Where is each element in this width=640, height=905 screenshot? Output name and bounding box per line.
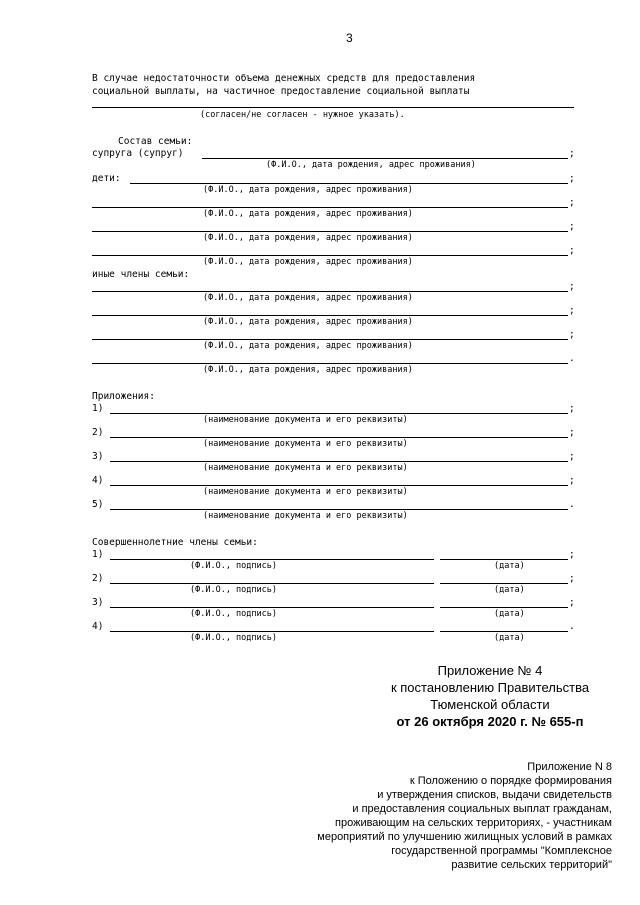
- adult-4-date-input-line[interactable]: [440, 631, 568, 632]
- child-3-input-line[interactable]: [92, 231, 568, 232]
- attachment-3-caption: (наименование документа и его реквизиты): [203, 463, 408, 473]
- consent-caption: (согласен/не согласен - нужное указать).: [200, 110, 405, 120]
- appendix4-block: [360, 662, 620, 730]
- other-4-input-line[interactable]: [92, 363, 568, 364]
- attachment-3-input-line[interactable]: [110, 461, 568, 462]
- other-3-end-mark: ;: [569, 329, 575, 340]
- child-3-caption: (Ф.И.О., дата рождения, адрес проживания): [203, 233, 413, 243]
- appendix8-line-2: и утверждения списков, выдачи свидетельств: [377, 789, 612, 801]
- appendix8-line-1: к Положению о порядке формирования: [409, 775, 612, 787]
- attachment-3-end-mark: ;: [569, 451, 575, 462]
- appendix8-line-6: государственной программы "Комплексное: [391, 845, 612, 857]
- appendix4-line-2: к постановлению Правительства: [390, 680, 590, 695]
- adult-3-end-mark: ;: [569, 597, 575, 608]
- appendix8-title: Приложение N 8: [527, 761, 612, 773]
- adult-2-date-input-line[interactable]: [440, 583, 568, 584]
- adult-4-name-caption: (Ф.И.О., подпись): [190, 633, 277, 643]
- adult-2-date-caption: (дата): [494, 585, 525, 595]
- other-1-end-mark: ;: [569, 281, 575, 292]
- intro-line-2: социальной выплаты, на частичное предоставление социальной выплаты: [92, 86, 470, 97]
- other-2-end-mark: ;: [569, 305, 575, 316]
- spouse-input-line[interactable]: [202, 158, 568, 159]
- spouse-end-mark: ;: [569, 148, 575, 159]
- child-2-input-line[interactable]: [92, 207, 568, 208]
- spouse-caption: (Ф.И.О., дата рождения, адрес проживания): [266, 160, 476, 170]
- child-2-caption: (Ф.И.О., дата рождения, адрес проживания): [203, 209, 413, 219]
- child-4-input-line[interactable]: [92, 255, 568, 256]
- attachment-2-end-mark: ;: [569, 427, 575, 438]
- appendix8-line-4: проживающим на сельских территориях, - участникам: [335, 817, 612, 829]
- adult-1-name-caption: (Ф.И.О., подпись): [190, 561, 277, 571]
- appendix8-line-3: и предоставления социальных выплат гражданам,: [352, 803, 612, 815]
- attachment-1-number: 1): [92, 403, 104, 414]
- other-1-caption: (Ф.И.О., дата рождения, адрес проживания): [203, 293, 413, 303]
- adult-3-name-caption: (Ф.И.О., подпись): [190, 609, 277, 619]
- attachment-2-number: 2): [92, 427, 104, 438]
- other-2-input-line[interactable]: [92, 315, 568, 316]
- attachment-1-end-mark: ;: [569, 403, 575, 414]
- attachment-4-caption: (наименование документа и его реквизиты): [203, 487, 408, 497]
- attachment-1-input-line[interactable]: [110, 413, 568, 414]
- other-2-caption: (Ф.И.О., дата рождения, адрес проживания): [203, 317, 413, 327]
- adult-2-end-mark: ;: [569, 573, 575, 584]
- other-4-end-mark: .: [569, 353, 575, 364]
- children-label: дети:: [92, 173, 121, 184]
- adult-4-date-caption: (дата): [494, 633, 525, 643]
- other-4-caption: (Ф.И.О., дата рождения, адрес проживания): [203, 365, 413, 375]
- appendix8-line-5: мероприятий по улучшению жилищных условий в рамках: [317, 831, 612, 843]
- attachment-2-caption: (наименование документа и его реквизиты): [203, 439, 408, 449]
- adult-1-name-input-line[interactable]: [110, 559, 434, 560]
- child-1-end-mark: ;: [569, 173, 575, 184]
- child-1-input-line[interactable]: [130, 183, 568, 184]
- adult-2-name-input-line[interactable]: [110, 583, 434, 584]
- adult-4-number: 4): [92, 621, 104, 632]
- attachment-5-end-mark: .: [569, 499, 575, 510]
- adult-1-end-mark: ;: [569, 549, 575, 560]
- attachment-2-input-line[interactable]: [110, 437, 568, 438]
- appendix8-block: [192, 760, 612, 872]
- child-1-caption: (Ф.И.О., дата рождения, адрес проживания): [203, 185, 413, 195]
- adults-heading: Совершеннолетние члены семьи:: [92, 537, 258, 548]
- other-1-input-line[interactable]: [92, 291, 568, 292]
- child-4-end-mark: ;: [569, 245, 575, 256]
- adult-3-name-input-line[interactable]: [110, 607, 434, 608]
- attachment-1-caption: (наименование документа и его реквизиты): [203, 415, 408, 425]
- page-number: 3: [346, 31, 353, 45]
- adult-1-number: 1): [92, 549, 104, 560]
- consent-input-line[interactable]: [92, 107, 574, 108]
- adult-4-name-input-line[interactable]: [110, 631, 434, 632]
- appendix4-title: Приложение № 4: [437, 663, 543, 678]
- adult-1-date-caption: (дата): [494, 561, 525, 571]
- family-heading: Состав семьи:: [118, 136, 193, 147]
- spouse-label: супруга (супруг): [92, 148, 184, 159]
- attachment-5-caption: (наименование документа и его реквизиты): [203, 511, 408, 521]
- adult-4-end-mark: .: [569, 621, 575, 632]
- adult-1-date-input-line[interactable]: [440, 559, 568, 560]
- others-label: иные члены семьи:: [92, 269, 190, 280]
- adult-2-name-caption: (Ф.И.О., подпись): [190, 585, 277, 595]
- adult-2-number: 2): [92, 573, 104, 584]
- attachment-5-input-line[interactable]: [110, 509, 568, 510]
- attachment-4-number: 4): [92, 475, 104, 486]
- intro-line-1: В случае недостаточности объема денежных средств для предоставления: [92, 73, 476, 84]
- attachment-5-number: 5): [92, 499, 104, 510]
- appendix8-line-7: развитие сельских территорий": [451, 859, 612, 871]
- child-3-end-mark: ;: [569, 221, 575, 232]
- other-3-input-line[interactable]: [92, 339, 568, 340]
- child-4-caption: (Ф.И.О., дата рождения, адрес проживания): [203, 257, 413, 267]
- child-2-end-mark: ;: [569, 197, 575, 208]
- attachment-3-number: 3): [92, 451, 104, 462]
- attachment-4-end-mark: ;: [569, 475, 575, 486]
- attachments-heading: Приложения:: [92, 391, 155, 402]
- appendix4-line-4: от 26 октября 2020 г. № 655-п: [396, 714, 584, 729]
- adult-3-date-caption: (дата): [494, 609, 525, 619]
- adult-3-number: 3): [92, 597, 104, 608]
- other-3-caption: (Ф.И.О., дата рождения, адрес проживания): [203, 341, 413, 351]
- attachment-4-input-line[interactable]: [110, 485, 568, 486]
- adult-3-date-input-line[interactable]: [440, 607, 568, 608]
- appendix4-line-3: Тюменской области: [430, 697, 550, 712]
